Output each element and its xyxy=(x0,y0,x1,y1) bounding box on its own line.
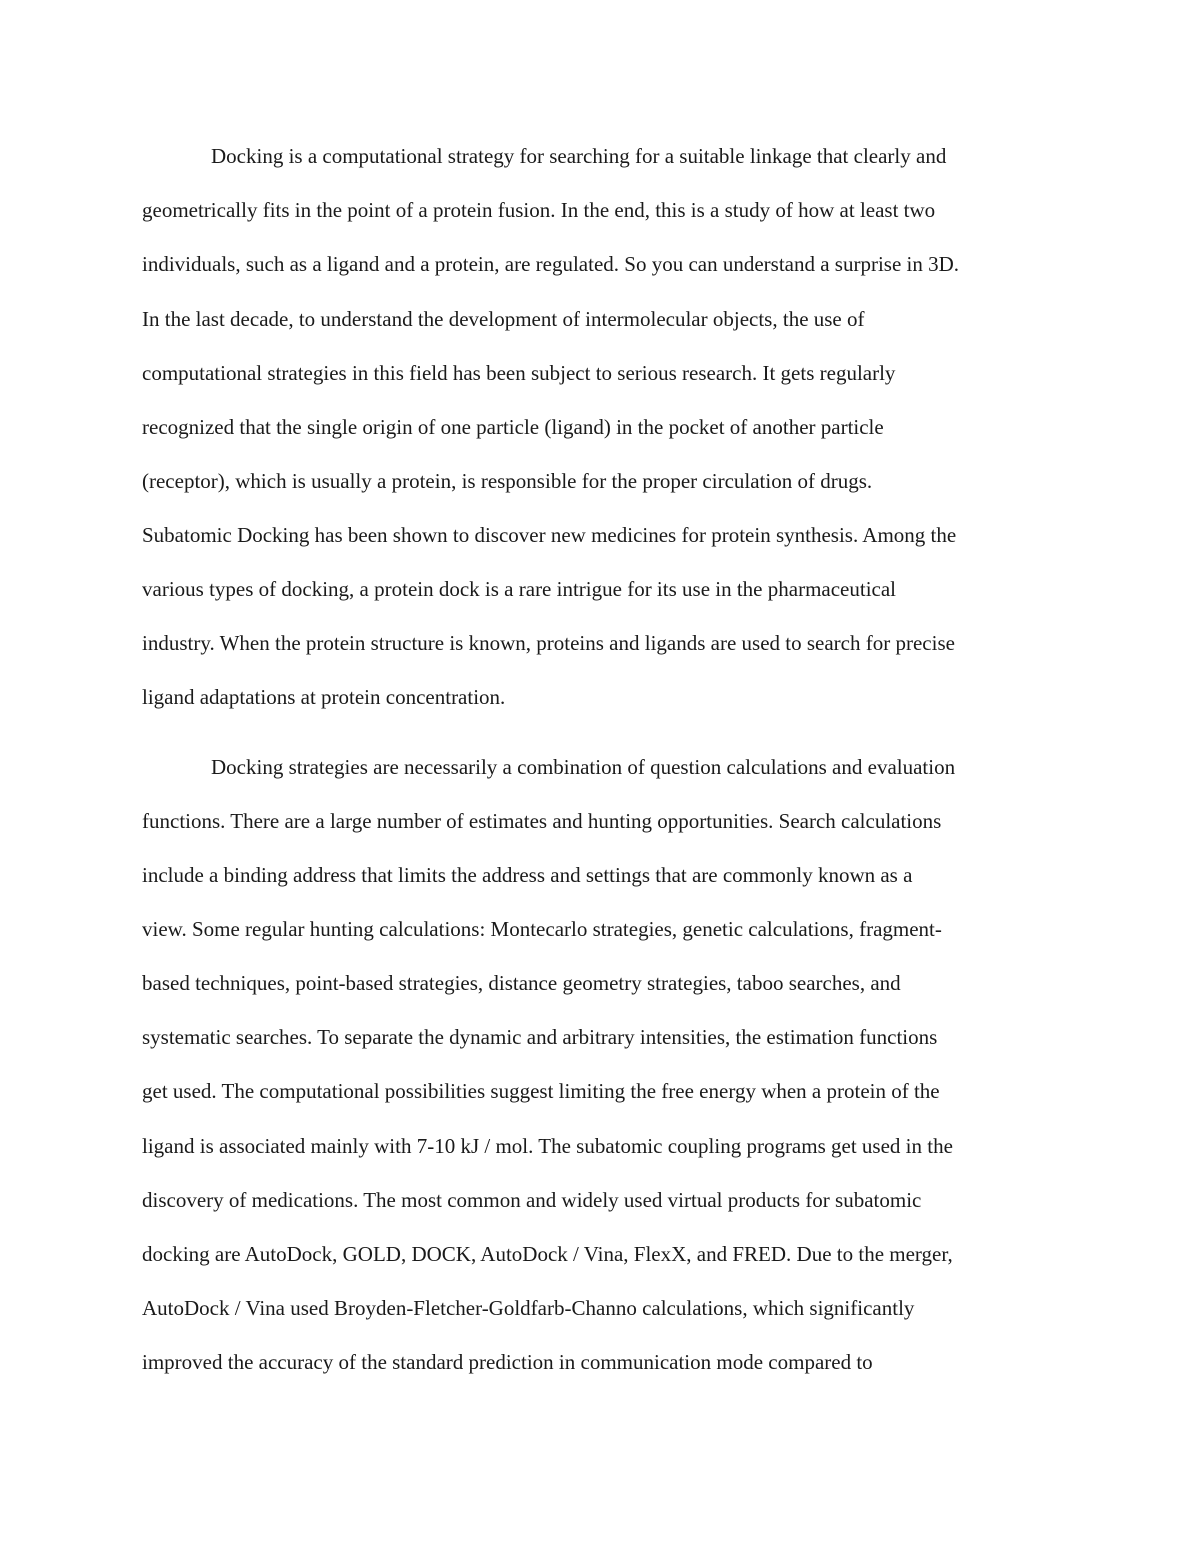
paragraph-2-line-1: Docking strategies are necessarily a combination of question calculations and evaluation xyxy=(211,755,956,779)
paragraph-1-line-5: computational strategies in this field has been subject to serious research. It gets regularly xyxy=(142,361,896,385)
paragraph-1-line-6: recognized that the single origin of one particle (ligand) in the pocket of another particle xyxy=(142,415,884,439)
paragraph-2-line-5: based techniques, point-based strategies, distance geometry strategies, taboo searches, and xyxy=(142,971,901,995)
paragraph-2-line-6: systematic searches. To separate the dynamic and arbitrary intensities, the estimation functions xyxy=(142,1025,938,1049)
paragraph-1-line-9: various types of docking, a protein dock is a rare intrigue for its use in the pharmaceutical xyxy=(142,577,897,601)
paragraph-1-line-3: individuals, such as a ligand and a protein, are regulated. So you can understand a surprise in 3D. xyxy=(142,252,960,276)
paragraph-2-line-8: ligand is associated mainly with 7-10 kJ / mol. The subatomic coupling programs get used in the xyxy=(142,1134,953,1158)
paragraph-2-line-11: AutoDock / Vina used Broyden-Fletcher-Goldfarb-Channo calculations, which significantly xyxy=(142,1296,915,1320)
paragraph-2-line-12: improved the accuracy of the standard prediction in communication mode compared to xyxy=(142,1350,873,1374)
paragraph-1-line-2: geometrically fits in the point of a protein fusion. In the end, this is a study of how at least two xyxy=(142,198,936,222)
paragraph-1-line-1: Docking is a computational strategy for searching for a suitable linkage that clearly and xyxy=(211,144,947,168)
paragraph-1-line-8: Subatomic Docking has been shown to discover new medicines for protein synthesis. Among the xyxy=(142,523,957,547)
paragraph-2-line-4: view. Some regular hunting calculations: Montecarlo strategies, genetic calculations, fragment- xyxy=(142,917,942,941)
paragraph-1-line-4: In the last decade, to understand the development of intermolecular objects, the use of xyxy=(142,307,865,331)
paragraph-1-line-7: (receptor), which is usually a protein, is responsible for the proper circulation of drugs. xyxy=(142,469,873,493)
paragraph-1-line-11: ligand adaptations at protein concentration. xyxy=(142,685,506,709)
paragraph-2-line-3: include a binding address that limits the address and settings that are commonly known as a xyxy=(142,863,913,887)
paragraph-1-line-10: industry. When the protein structure is known, proteins and ligands are used to search for precise xyxy=(142,631,955,655)
paragraph-2-line-9: discovery of medications. The most common and widely used virtual products for subatomic xyxy=(142,1188,922,1212)
paragraph-2-line-7: get used. The computational possibilities suggest limiting the free energy when a protein of the xyxy=(142,1079,940,1103)
paragraph-2-line-10: docking are AutoDock, GOLD, DOCK, AutoDock / Vina, FlexX, and FRED. Due to the merger, xyxy=(142,1242,953,1266)
paragraph-2-line-2: functions. There are a large number of estimates and hunting opportunities. Search calculations xyxy=(142,809,942,833)
